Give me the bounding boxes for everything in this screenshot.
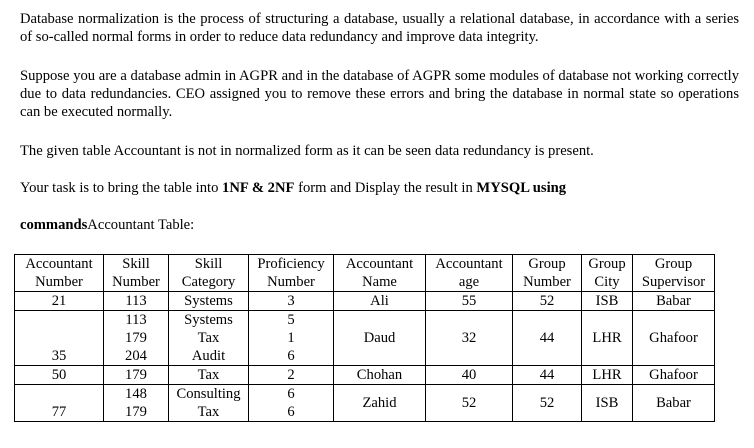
cell-prof (249, 385, 334, 422)
cell-line: 1 (287, 330, 295, 346)
cell-line: Systems (184, 312, 233, 328)
cell-age: 52 (426, 385, 513, 422)
cell-group-no: 44 (513, 366, 582, 385)
column-header (249, 255, 334, 292)
cell-skill-cat (169, 366, 249, 385)
cell-name: Daud (334, 311, 426, 366)
column-header (513, 255, 582, 292)
table-row (15, 292, 715, 311)
cell-city: LHR (582, 366, 633, 385)
column-header-line: Supervisor (641, 274, 706, 290)
cell-line: Audit (191, 348, 226, 364)
cell-line: Systems (184, 293, 233, 309)
table-row (15, 311, 715, 366)
cell-line: 5 (287, 312, 295, 328)
column-header-line: Accountant (25, 256, 93, 272)
cell-name: Chohan (334, 366, 426, 385)
cell-acc-no: 77 (15, 385, 104, 422)
scenario-paragraph: Suppose you are a database admin in AGPR and in the database of AGPR some modules of database not working correctly due to data redundancies. CEO assigned you to remove these errors and bring the database in normal state so operations can be executed normally. (20, 68, 739, 120)
table-caption: Accountant Table: (87, 217, 195, 233)
cell-line: 6 (287, 386, 295, 402)
table-caption-paragraph (20, 216, 739, 234)
cell-city: LHR (582, 311, 633, 366)
column-header-line: Skill (194, 256, 223, 272)
accountant-table (14, 254, 715, 422)
column-header-line: age (458, 274, 480, 290)
column-header-line: Number (523, 274, 571, 290)
cell-group-no: 52 (513, 292, 582, 311)
cell-skill-no (104, 311, 169, 366)
task-text: Your task is to bring the table into (20, 180, 223, 196)
cell-skill-no (104, 292, 169, 311)
column-header-line: Number (112, 274, 160, 290)
column-header (633, 255, 715, 292)
cell-line: 6 (287, 404, 295, 420)
column-header-line: Group (588, 256, 626, 272)
cell-city: ISB (582, 292, 633, 311)
cell-acc-no: 35 (15, 311, 104, 366)
column-header-line: Group (654, 256, 693, 272)
cell-age: 32 (426, 311, 513, 366)
cell-line: Tax (197, 330, 220, 346)
cell-prof (249, 366, 334, 385)
column-header (334, 255, 426, 292)
cell-group-no: 52 (513, 385, 582, 422)
cell-line: 113 (125, 293, 147, 309)
column-header-line: Name (362, 274, 397, 290)
column-header-line: Number (267, 274, 315, 290)
cell-supervisor: Babar (633, 292, 715, 311)
cell-prof (249, 311, 334, 366)
column-header-line: City (594, 274, 620, 290)
cell-line: Tax (197, 404, 220, 420)
problem-paragraph: The given table Accountant is not in normalized form as it can be seen data redundancy is present. (20, 143, 594, 159)
task-normal-forms: 1NF & 2NF (222, 180, 295, 196)
cell-city: ISB (582, 385, 633, 422)
column-header-line: Accountant (435, 256, 503, 272)
cell-skill-no (104, 366, 169, 385)
column-header (582, 255, 633, 292)
column-header-line: Category (181, 274, 236, 290)
table-row (15, 366, 715, 385)
cell-acc-no: 50 (15, 366, 104, 385)
column-header (104, 255, 169, 292)
column-header (15, 255, 104, 292)
cell-skill-cat (169, 385, 249, 422)
commands-label: commands (20, 217, 88, 233)
cell-age: 40 (426, 366, 513, 385)
task-mysql: MYSQL using (476, 180, 567, 196)
column-header-line: Number (35, 274, 83, 290)
cell-line: Consulting (176, 386, 241, 402)
cell-skill-no (104, 385, 169, 422)
cell-line: 179 (125, 404, 147, 420)
table-row (15, 385, 715, 422)
intro-paragraph: Database normalization is the process of structuring a database, usually a relational database, in accordance with a series of so-called normal forms in order to reduce data redundancy and improve data integrity. (20, 11, 739, 45)
cell-supervisor: Ghafoor (633, 311, 715, 366)
cell-line: 6 (287, 348, 295, 364)
cell-name: Ali (334, 292, 426, 311)
cell-line: 148 (125, 386, 147, 402)
table-header-row (15, 255, 715, 292)
column-header-line: Proficiency (257, 256, 325, 272)
cell-prof (249, 292, 334, 311)
cell-line: 3 (287, 293, 295, 309)
column-header (426, 255, 513, 292)
column-header-line: Group (528, 256, 566, 272)
cell-skill-cat (169, 311, 249, 366)
cell-age: 55 (426, 292, 513, 311)
task-paragraph (20, 179, 739, 197)
cell-line: 179 (125, 367, 147, 383)
cell-supervisor: Babar (633, 385, 715, 422)
column-header-line: Skill (122, 256, 150, 272)
cell-skill-cat (169, 292, 249, 311)
column-header (169, 255, 249, 292)
cell-name: Zahid (334, 385, 426, 422)
cell-group-no: 44 (513, 311, 582, 366)
cell-line: 2 (287, 367, 295, 383)
cell-line: 113 (125, 312, 147, 328)
cell-line: 204 (125, 348, 147, 364)
cell-acc-no: 21 (15, 292, 104, 311)
cell-line: 179 (125, 330, 147, 346)
cell-line: Tax (197, 367, 220, 383)
task-text-2: form and Display the result in (294, 180, 477, 196)
cell-supervisor: Ghafoor (633, 366, 715, 385)
column-header-line: Accountant (345, 256, 414, 272)
